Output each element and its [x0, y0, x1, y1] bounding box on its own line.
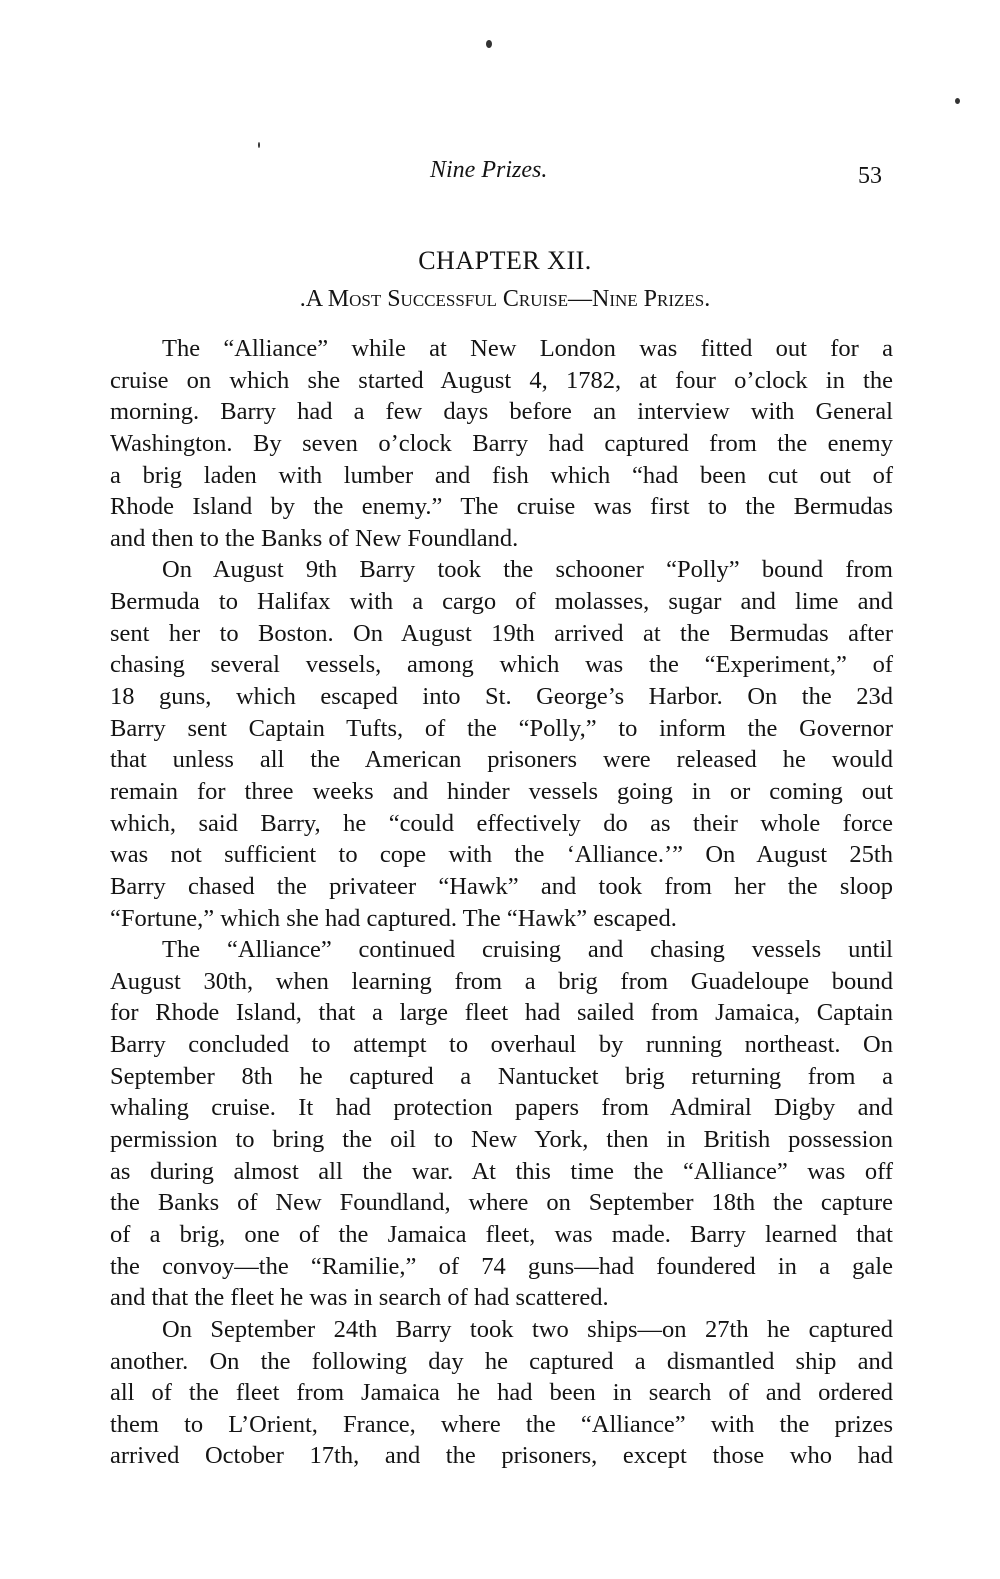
scan-speck — [486, 40, 492, 48]
text-line: The “Alliance” while at New London was fitted out for a — [162, 335, 893, 362]
text-line: another. On the following day he captured a dismantled ship and — [110, 1347, 893, 1375]
scan-speck — [955, 98, 960, 104]
text-line: sent her to Boston. On August 19th arrived at the Bermudas after — [110, 619, 893, 647]
text-line: Barry concluded to attempt to overhaul by running northeast. On — [110, 1031, 893, 1059]
text-line: Bermuda to Halifax with a cargo of molasses, sugar and lime and — [110, 588, 893, 616]
running-title: Nine Prizes. — [430, 157, 548, 183]
text-line: all of the fleet from Jamaica he had been in search of and ordered — [110, 1379, 893, 1407]
text-line: a brig laden with lumber and fish which “had been cut out of — [110, 461, 893, 489]
text-line: arrived October 17th, and the prisoners, except those who had — [110, 1442, 893, 1470]
text-line: cruise on which she started August 4, 1782, at four o’clock in the — [110, 366, 893, 394]
text-line: which, said Barry, he “could effectively do as their whole force — [110, 809, 893, 837]
text-line: the Banks of New Foundland, where on September 18th the capture — [110, 1189, 893, 1217]
text-line: for Rhode Island, that a large fleet had sailed from Jamaica, Captain — [110, 999, 893, 1027]
body-text — [110, 333, 893, 1472]
text-line: morning. Barry had a few days before an interview with General — [110, 398, 893, 426]
text-line: Barry sent Captain Tufts, of the “Polly,” to inform the Governor — [110, 714, 893, 742]
text-line: permission to bring the oil to New York, then in British possession — [110, 1126, 893, 1154]
text-line: as during almost all the war. At this time the “Alliance” was off — [110, 1157, 893, 1185]
text-line: chasing several vessels, among which was the “Experiment,” of — [110, 651, 893, 679]
text-line: the convoy—the “Ramilie,” of 74 guns—had foundered in a gale — [110, 1252, 893, 1280]
text-line: The “Alliance” continued cruising and chasing vessels until — [162, 936, 893, 964]
text-line: Barry chased the privateer “Hawk” and took from her the sloop — [110, 872, 893, 900]
chapter-title: CHAPTER XII. — [418, 246, 592, 275]
text-line: 18 guns, which escaped into St. George’s Harbor. On the 23d — [110, 683, 893, 711]
text-line: was not sufficient to cope with the ‘Alliance.’” On August 25th — [110, 841, 893, 869]
text-line: that unless all the American prisoners were released he would — [110, 746, 893, 774]
chapter-subtitle: .A Most Successful Cruise—Nine Prizes. — [299, 286, 711, 312]
page-number: 53 — [858, 163, 882, 189]
text-line: “Fortune,” which she had captured. The “Hawk” escaped. — [110, 904, 677, 932]
text-line: whaling cruise. It had protection papers from Admiral Digby and — [110, 1094, 893, 1122]
text-line: On September 24th Barry took two ships—on 27th he captured — [162, 1315, 893, 1343]
scan-speck — [258, 142, 260, 148]
text-line: August 30th, when learning from a brig from Guadeloupe bound — [110, 967, 893, 995]
text-line: of a brig, one of the Jamaica fleet, was made. Barry learned that — [110, 1220, 893, 1248]
text-line: On August 9th Barry took the schooner “Polly” bound from — [162, 556, 893, 584]
text-line: them to L’Orient, France, where the “Alliance” with the prizes — [110, 1410, 893, 1438]
text-line: Washington. By seven o’clock Barry had captured from the enemy — [110, 429, 893, 457]
text-line: remain for three weeks and hinder vessels going in or coming out — [110, 777, 893, 805]
text-line: and then to the Banks of New Foundland. — [110, 524, 519, 552]
text-line: September 8th he captured a Nantucket brig returning from a — [110, 1062, 893, 1090]
text-line: Rhode Island by the enemy.” The cruise was first to the Bermudas — [110, 493, 893, 521]
text-line: and that the fleet he was in search of had scattered. — [110, 1284, 609, 1312]
